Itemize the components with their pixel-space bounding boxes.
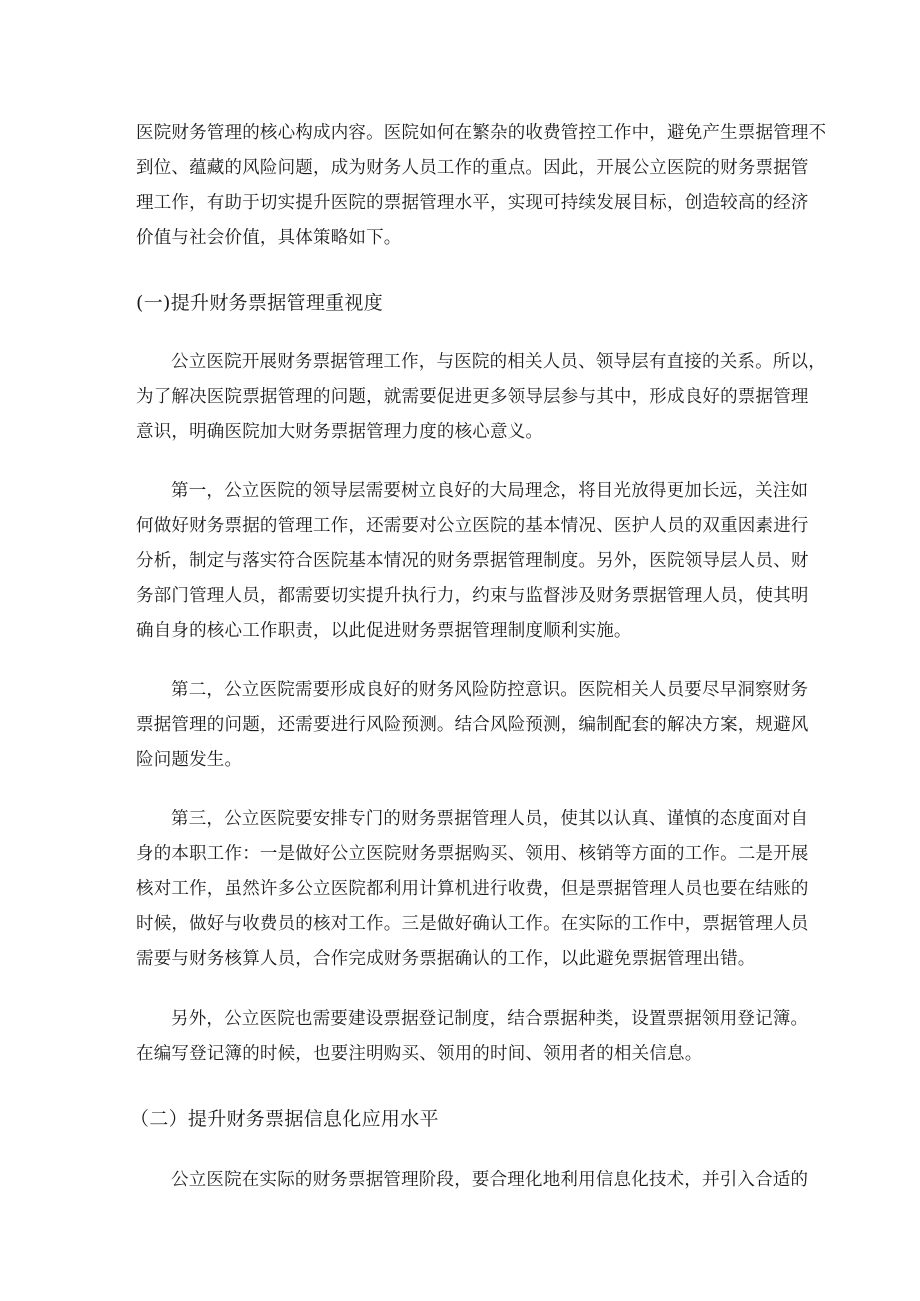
intro-line-1: 医院财务管理的核心构成内容。医院如何在繁杂的收费管控工作中，避免产生票据管理不 [136,123,827,143]
s1-p1-line-1: 公立医院开展财务票据管理工作，与医院的相关人员、领导层有直接的关系。所以， [171,352,826,372]
s1-p3-line-2: 票据管理的问题，还需要进行风险预测。结合风险预测，编制配套的解决方案，规避风 [136,715,809,735]
s1-p2-line-3: 分析，制定与落实符合医院基本情况的财务票据管理制度。另外，医院领导层人员、财 [136,551,809,571]
section-heading-2: （二）提升财务票据信息化应用水平 [130,1108,439,1130]
s1-p2-line-1: 第一，公立医院的领导层需要树立良好的大局理念，将目光放得更加长远，关注如 [171,481,809,501]
s1-p4-line-4: 时候，做好与收费员的核对工作。三是做好确认工作。在实际的工作中，票据管理人员 [136,914,809,934]
s1-p4-line-3: 核对工作，虽然许多公立医院都利用计算机进行收费，但是票据管理人员也要在结账的 [136,879,809,899]
s1-p5-line-2: 在编写登记簿的时候，也要注明购买、领用的时间、领用者的相关信息。 [136,1044,703,1064]
s1-p4-line-1: 第三，公立医院要安排专门的财务票据管理人员，使其以认真、谨慎的态度面对自 [171,809,809,829]
s1-p4-line-2: 身的本职工作：一是做好公立医院财务票据购买、领用、核销等方面的工作。二是开展 [136,844,809,864]
s1-p1-line-3: 意识，明确医院加大财务票据管理力度的核心意义。 [136,422,544,442]
intro-line-3: 理工作，有助于切实提升医院的票据管理水平，实现可持续发展目标，创造较高的经济 [136,193,809,213]
s2-p1-line-1: 公立医院在实际的财务票据管理阶段，要合理化地利用信息化技术，并引入合适的 [171,1170,809,1190]
s1-p2-line-4: 务部门管理人员，都需要切实提升执行力，约束与监督涉及财务票据管理人员，使其明 [136,586,809,606]
s1-p4-line-5: 需要与财务核算人员，合作完成财务票据确认的工作，以此避免票据管理出错。 [136,949,756,969]
s1-p3-line-3: 险问题发生。 [136,750,243,770]
s1-p1-line-2: 为了解决医院票据管理的问题，就需要促进更多领导层参与其中，形成良好的票据管理 [136,387,809,407]
s1-p2-line-2: 何做好财务票据的管理工作，还需要对公立医院的基本情况、医护人员的双重因素进行 [136,516,809,536]
s1-p5-line-1: 另外，公立医院也需要建设票据登记制度，结合票据种类，设置票据领用登记簿。 [171,1009,809,1029]
intro-line-2: 到位、蕴藏的风险问题，成为财务人员工作的重点。因此，开展公立医院的财务票据管 [136,158,809,178]
s1-p3-line-1: 第二，公立医院需要形成良好的财务风险防控意识。医院相关人员要尽早洞察财务 [171,680,809,700]
intro-line-4: 价值与社会价值，具体策略如下。 [136,228,402,248]
section-heading-1: (一)提升财务票据管理重视度 [136,292,384,314]
s1-p2-line-5: 确自身的核心工作职责，以此促进财务票据管理制度顺利实施。 [136,621,632,641]
